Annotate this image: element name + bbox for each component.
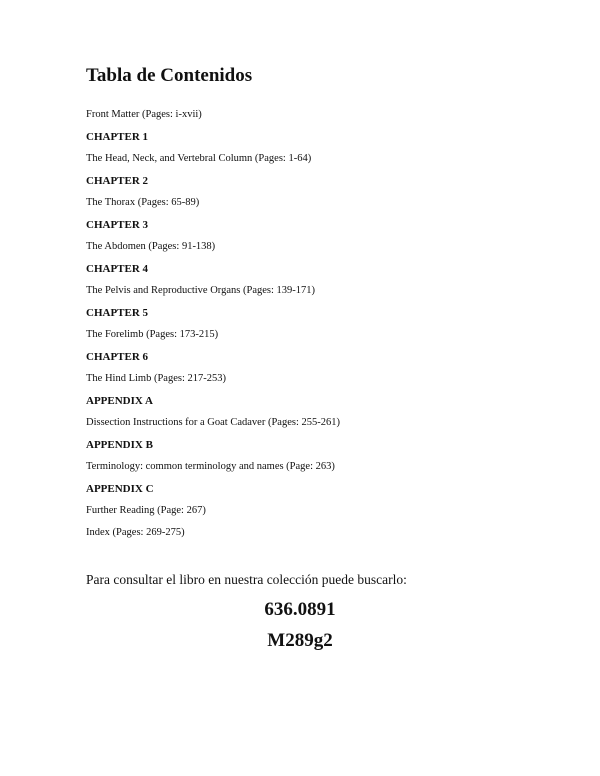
toc-section-heading: CHAPTER 6 <box>86 351 149 363</box>
toc-entry: Index (Pages: 269-275) <box>86 527 185 538</box>
call-number-class: 636.0891 <box>264 599 336 620</box>
toc-section-heading: CHAPTER 5 <box>86 307 149 319</box>
toc-section-heading: APPENDIX C <box>86 483 154 495</box>
toc-entry: Terminology: common terminology and names (Page: 263) <box>86 461 335 472</box>
toc-section-heading: CHAPTER 3 <box>86 219 149 231</box>
toc-entry: The Hind Limb (Pages: 217-253) <box>86 373 226 384</box>
toc-section-heading: APPENDIX A <box>86 395 153 407</box>
toc-section-heading: CHAPTER 1 <box>86 131 149 143</box>
call-number-cutter: M289g2 <box>267 630 333 651</box>
toc-entry: The Abdomen (Pages: 91-138) <box>86 241 216 252</box>
toc-entry: Dissection Instructions for a Goat Cadaver (Pages: 255-261) <box>86 417 340 428</box>
table-of-contents <box>86 108 546 548</box>
toc-section-heading: CHAPTER 4 <box>86 263 149 275</box>
consult-instruction: Para consultar el libro en nuestra colección puede buscarlo: <box>86 572 407 587</box>
toc-section-heading: CHAPTER 2 <box>86 175 149 187</box>
toc-section-heading: APPENDIX B <box>86 439 153 451</box>
toc-entry: The Head, Neck, and Vertebral Column (Pages: 1-64) <box>86 153 312 164</box>
toc-entry: Front Matter (Pages: i-xvii) <box>86 109 202 120</box>
page-title: Tabla de Contenidos <box>86 65 253 86</box>
toc-entry: The Forelimb (Pages: 173-215) <box>86 329 219 340</box>
toc-entry: Further Reading (Page: 267) <box>86 505 206 516</box>
toc-entry: The Pelvis and Reproductive Organs (Pages: 139-171) <box>86 285 316 296</box>
toc-entry: The Thorax (Pages: 65-89) <box>86 197 200 208</box>
